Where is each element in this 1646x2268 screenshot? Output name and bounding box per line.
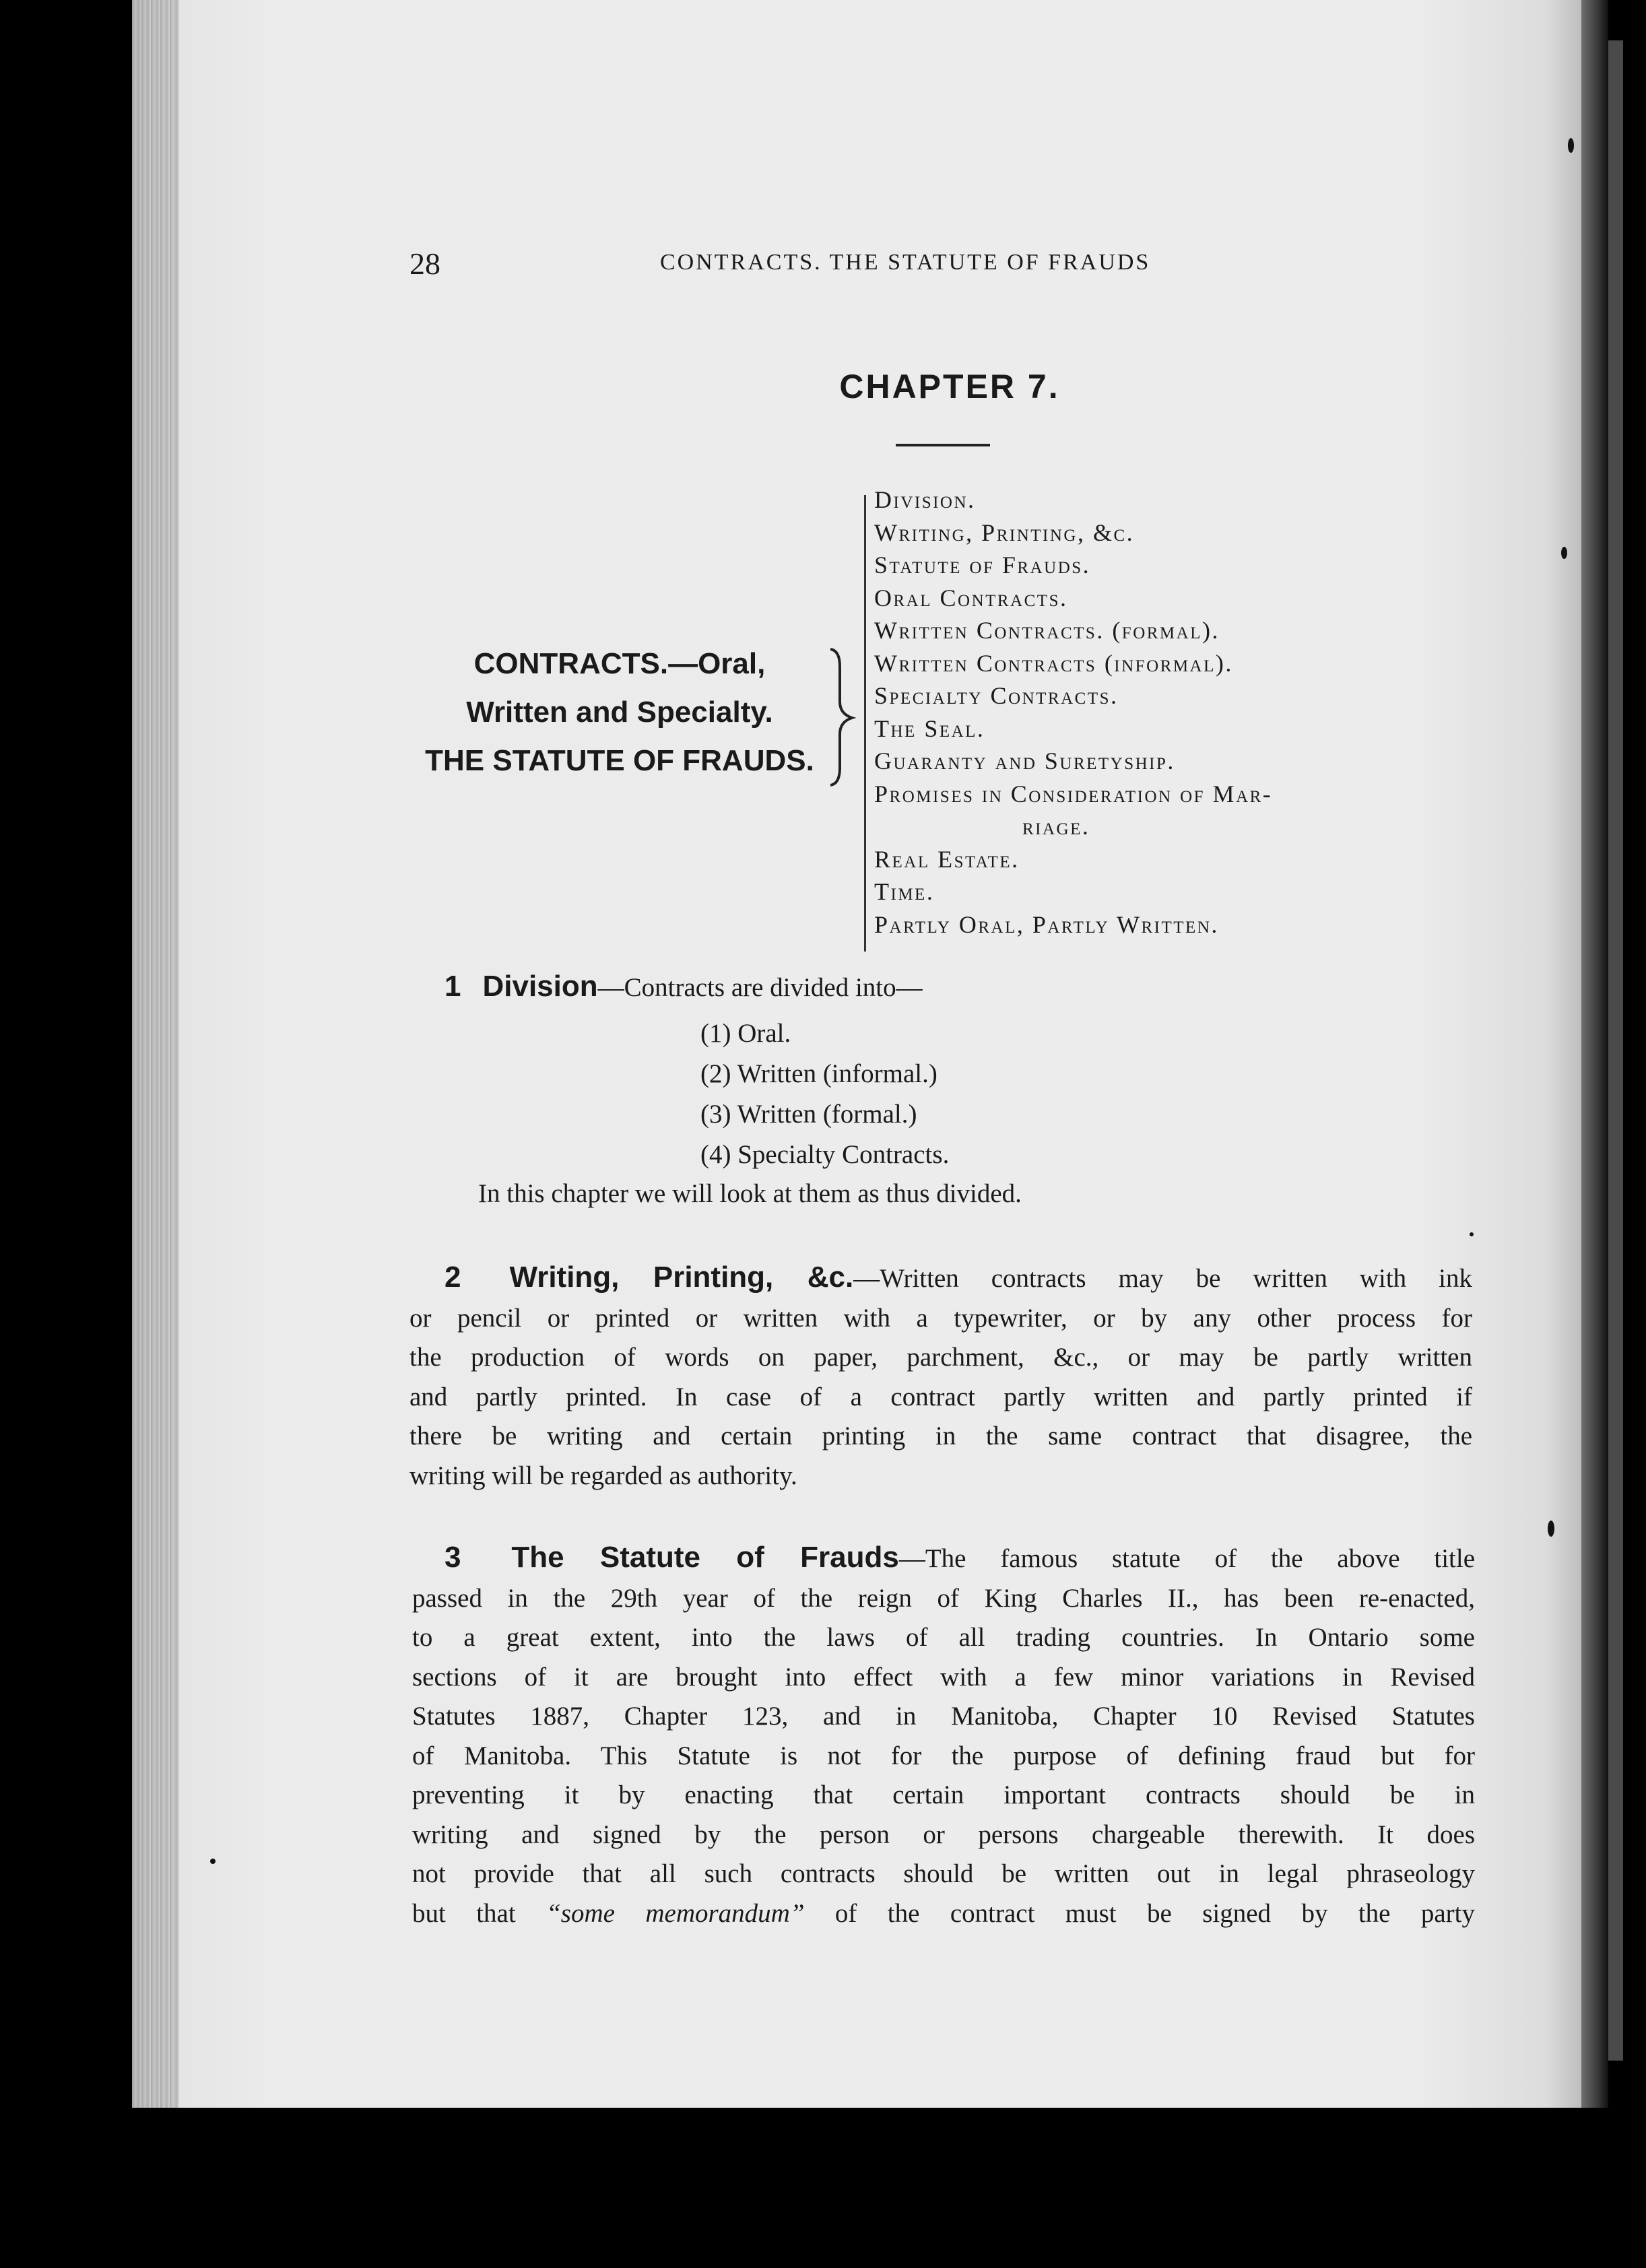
contents-block-line1: CONTRACTS.—Oral,	[473, 647, 766, 680]
list-item: Writing, Printing, &c.	[874, 519, 1135, 546]
chapter-title: CHAPTER 7.	[839, 368, 1060, 405]
list-item: Written Contracts. (formal).	[874, 617, 1220, 644]
section-3-paragraph	[412, 1538, 1475, 1933]
section-2-number: 2	[445, 1261, 461, 1294]
section-3-heading: The Statute of Frauds	[511, 1541, 899, 1574]
list-item: Partly Oral, Partly Written.	[874, 910, 1219, 938]
section-3-line: of Manitoba. This Statute is not for the purpose of defining fraud but for	[412, 1741, 1475, 1770]
section-2-line: and partly printed. In case of a contract partly written and partly printed if	[409, 1382, 1472, 1411]
list-item: (3) Written (formal.)	[700, 1100, 917, 1129]
contents-block	[397, 640, 842, 795]
scan-speck	[1568, 138, 1574, 153]
chapter-rule	[896, 444, 990, 446]
section-2-text: —Written contracts may be written with ink	[853, 1264, 1472, 1293]
section-1-heading: Division	[482, 970, 598, 1003]
memorandum-italic: “some memorandum”	[546, 1898, 805, 1928]
contents-list	[874, 483, 1480, 941]
final-line-start: but that	[412, 1898, 547, 1928]
scan-speck	[1470, 1232, 1474, 1236]
list-item: Specialty Contracts.	[874, 682, 1119, 709]
list-item: Statute of Frauds.	[874, 552, 1091, 578]
list-item: Guaranty and Suretyship.	[874, 747, 1175, 774]
list-item: Oral Contracts.	[874, 584, 1068, 611]
scan-speck	[1548, 1521, 1554, 1537]
section-3-final-line	[412, 1894, 1475, 1934]
section-2-line: the production of words on paper, parchment, &c., or may be partly written	[409, 1343, 1472, 1372]
section-3-line: passed in the 29th year of the reign of King Charles II., has been re-enacted,	[412, 1583, 1475, 1613]
division-list	[700, 1013, 1172, 1175]
section-2-line: writing will be regarded as authority.	[409, 1461, 797, 1490]
section-2-line: there be writing and certain printing in the same contract that disagree, the	[409, 1422, 1472, 1450]
section-2-line: or pencil or printed or written with a typewriter, or by any other process for	[409, 1303, 1472, 1333]
section-2-paragraph	[409, 1258, 1472, 1496]
right-binding-shadow	[1581, 0, 1608, 2108]
section-2-line-1	[409, 1258, 1472, 1299]
list-item: Division.	[874, 486, 976, 513]
section-3-line: not provide that all such contracts should be written out in legal phraseology	[412, 1859, 1475, 1888]
list-item: (4) Specialty Contracts.	[700, 1140, 950, 1169]
list-item: (1) Oral.	[700, 1019, 791, 1048]
list-item: riage.	[1022, 813, 1090, 840]
section-3-line: preventing it by enacting that certain important contracts should be in	[412, 1780, 1475, 1809]
section-2-heading: Writing, Printing, &c.	[509, 1261, 854, 1294]
running-head	[364, 246, 1226, 286]
scan-speck	[210, 1859, 216, 1864]
running-title: CONTRACTS. THE STATUTE OF FRAUDS	[660, 250, 1151, 275]
section-3-line: Statutes 1887, Chapter 123, and in Manitoba, Chapter 10 Revised Statutes	[412, 1702, 1475, 1731]
left-binding	[132, 0, 179, 2108]
list-item: Real Estate.	[874, 845, 1020, 873]
section-1-lead: —Contracts are divided into—	[597, 973, 923, 1002]
final-line-end: of the contract must be signed by the party	[804, 1898, 1475, 1928]
section-1-heading-line	[445, 970, 1320, 1003]
page-number: 28	[409, 246, 440, 281]
list-item: (2) Written (informal.)	[700, 1059, 937, 1088]
list-item: Written Contracts (informal).	[874, 649, 1233, 677]
contents-block-line3: THE STATUTE OF FRAUDS.	[425, 744, 814, 777]
list-item: Promises in Consideration of Mar-	[874, 780, 1273, 807]
section-3-line: to a great extent, into the laws of all trading countries. In Ontario some	[412, 1623, 1475, 1652]
section-3-number: 3	[445, 1541, 461, 1574]
section-3-line: writing and signed by the person or persons chargeable therewith. It does	[412, 1820, 1475, 1849]
section-3-text: —The famous statute of the above title	[898, 1544, 1476, 1573]
section-3-line: sections of it are brought into effect with a few minor variations in Revised	[412, 1662, 1475, 1692]
section-1-number: 1	[445, 970, 461, 1003]
scan-border	[0, 2108, 1646, 2268]
list-item: Time.	[874, 878, 935, 905]
list-item: The Seal.	[874, 714, 985, 742]
section-3-line-1	[412, 1538, 1475, 1579]
contents-list-rule	[864, 495, 866, 952]
scan-speck	[1561, 547, 1567, 559]
brace-icon	[825, 646, 865, 788]
right-page-edge	[1608, 40, 1623, 2061]
contents-block-line2: Written and Specialty.	[466, 696, 773, 729]
section-1-closing: In this chapter we will look at them as thus divided.	[478, 1179, 1022, 1208]
